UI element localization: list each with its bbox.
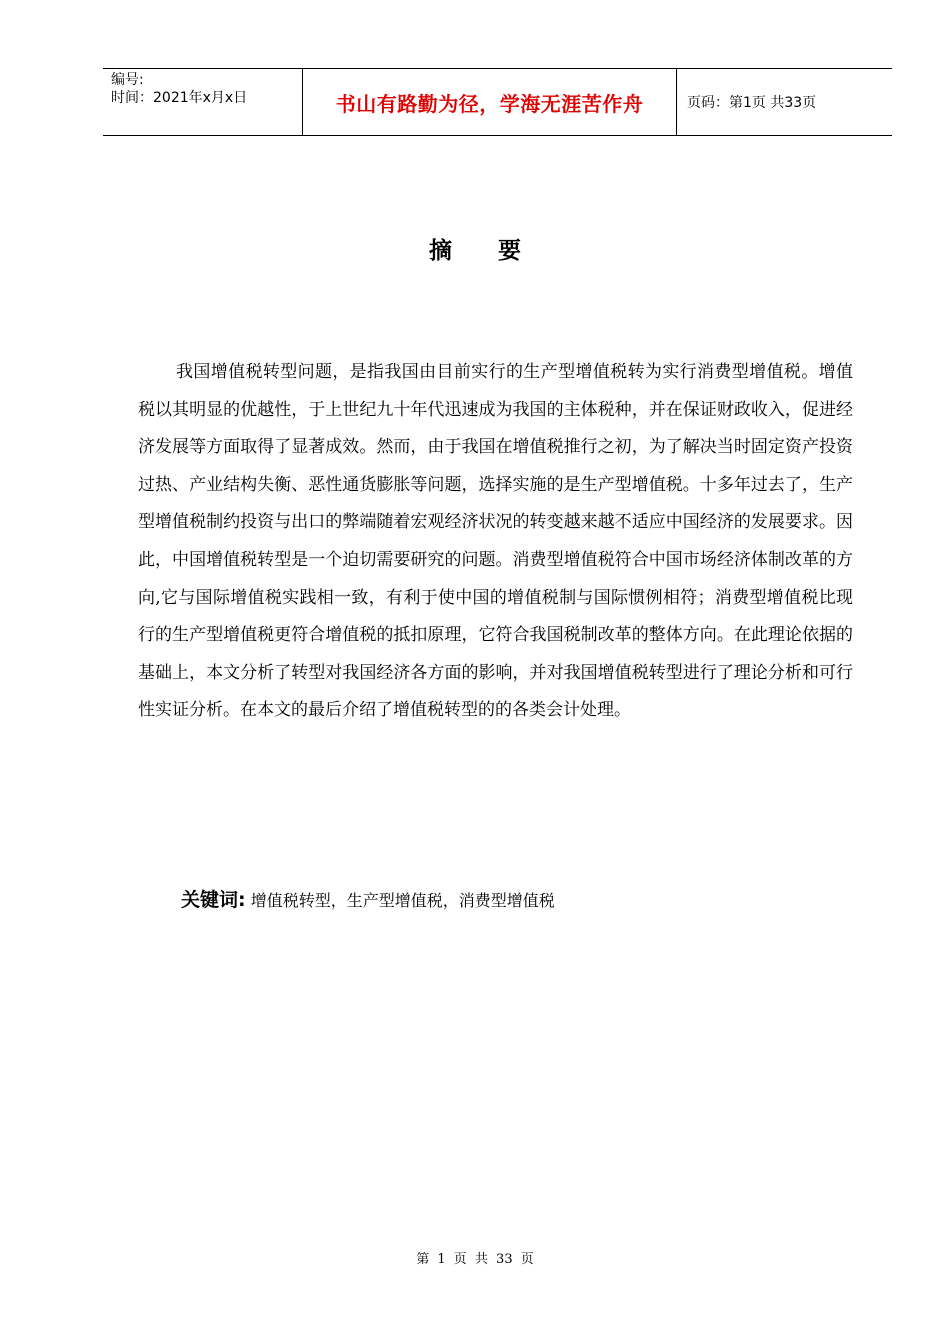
keywords-label: 关键词:: [181, 889, 246, 911]
abstract-title: 摘要: [429, 238, 567, 264]
keywords-text: 增值税转型，生产型增值税，消费型增值税: [250, 891, 555, 910]
header-meta-cell: [103, 69, 303, 135]
keywords-line: [181, 885, 555, 912]
page-header: [103, 68, 892, 136]
header-page-cell: [677, 69, 892, 135]
motto-text: 书山有路勤为径，学海无涯苦作舟: [335, 91, 644, 116]
number-label: 编号:: [111, 72, 144, 88]
time-label: 时间：2021年x月x日: [111, 90, 248, 106]
page-info: 页码：第1页 共33页: [687, 95, 817, 111]
abstract-body: 我国增值税转型问题，是指我国由目前实行的生产型增值税转为实行消费型增值税。增值税以其明显的优越性，于上世纪九十年代迅速成为我国的主体税种，并在保证财政收入，促进经济发展等方面取得了显著成效。然而，由于我国在增值税推行之初，为了解决当时固定资产投资过热、产业结构失衡、恶性通货膨胀等问题，选择实施的是生产型增值税。十多年过去了，生产型增值税制约投资与出口的弊端随着宏观经济状况的转变越来越不适应中国经济的发展要求。因此，中国增值税转型是一个迫切需要研究的问题。消费型增值税符合中国市场经济体制改革的方向,它与国际增值税实践相一致，有利于使中国的增值税制与国际惯例相符；消费型增值税比现行的生产型增值税更符合增值税的抵扣原理，它符合我国税制改革的整体方向。在此理论依据的基础上，本文分析了转型对我国经济各方面的影响，并对我国增值税转型进行了理论分析和可行性实证分析。在本文的最后介绍了增值税转型的的各类会计处理。: [138, 362, 853, 721]
page-footer: 第 1 页 共 33 页: [416, 1252, 534, 1267]
header-motto-cell: [303, 69, 677, 135]
